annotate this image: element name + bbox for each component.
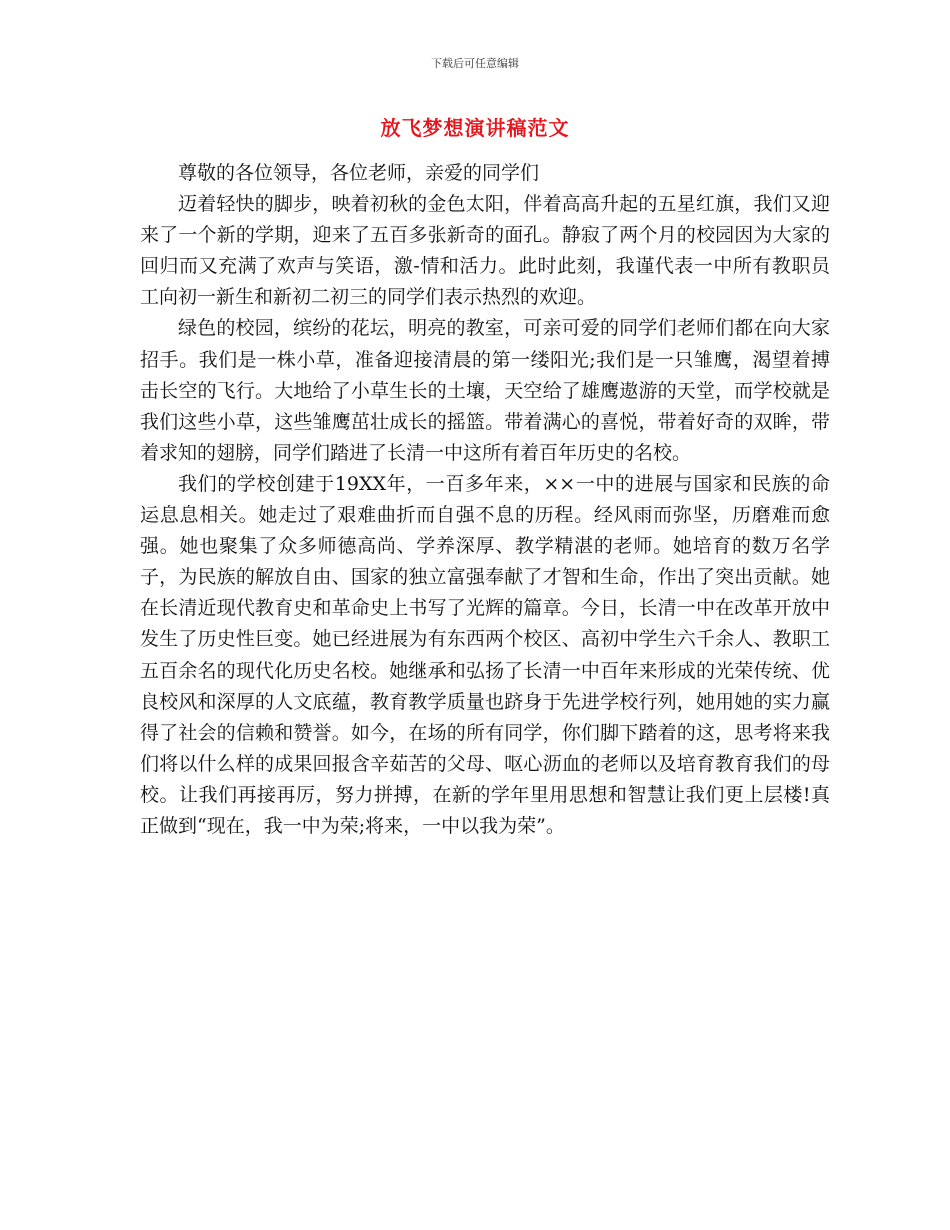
document-title: 放飞梦想演讲稿范文 [380,116,570,140]
document-body [140,158,830,842]
greeting-paragraph: 尊敬的各位领导，各位老师，亲爱的同学们 [178,162,540,184]
body-paragraph-1: 迈着轻快的脚步，映着初秋的金色太阳，伴着高高升起的五星红旗，我们又迎来了一个新的学期，迎来了五百多张新奇的面孔。静寂了两个月的校园因为大家的回归而又充满了欢声与笑语，激-情和活力。此时此刻，我谨代表一中所有教职员工向初一新生和新初二初三的同学们表示热烈的欢迎。 [140,193,830,309]
header-note: 下载后可任意编辑 [431,57,519,70]
body-paragraph-3: 我们的学校创建于19XX年，一百多年来，××一中的进展与国家和民族的命运息息相关。她走过了艰难曲折而自强不息的历程。经风雨而弥坚，历磨难而愈强。她也聚集了众多师德高尚、学养深厚、教学精湛的老师。她培育的数万名学子，为民族的解放自由、国家的独立富强奉献了才智和生命，作出了突出贡献。她在长清近现代教育史和革命史上书写了光辉的篇章。今日，长清一中在改革开放中发生了历史性巨变。她已经进展为有东西两个校区、高初中学生六千余人、教职工五百余名的现代化历史名校。她继承和弘扬了长清一中百年来形成的光荣传统、优良校风和深厚的人文底蕴，教育教学质量也跻身于先进学校行列，她用她的实力赢得了社会的信赖和赞誉。如今，在场的所有同学，你们脚下踏着的这，思考将来我们将以什么样的成果回报含辛茹苦的父母、呕心沥血的老师以及培育教育我们的母校。让我们再接再厉，努力拼搏，在新的学年里用思想和智慧让我们更上层楼!真正做到“现在，我一中为荣;将来，一中以我为荣”。 [140,472,830,837]
body-paragraph-2: 绿色的校园，缤纷的花坛，明亮的教室，可亲可爱的同学们老师们都在向大家招手。我们是一株小草，准备迎接清晨的第一缕阳光;我们是一只雏鹰，渴望着搏击长空的飞行。大地给了小草生长的土壤，天空给了雄鹰遨游的天堂，而学校就是我们这些小草，这些雏鹰茁壮成长的摇篮。带着满心的喜悦，带着好奇的双眸，带着求知的翅膀，同学们踏进了长清一中这所有着百年历史的名校。 [140,317,830,464]
